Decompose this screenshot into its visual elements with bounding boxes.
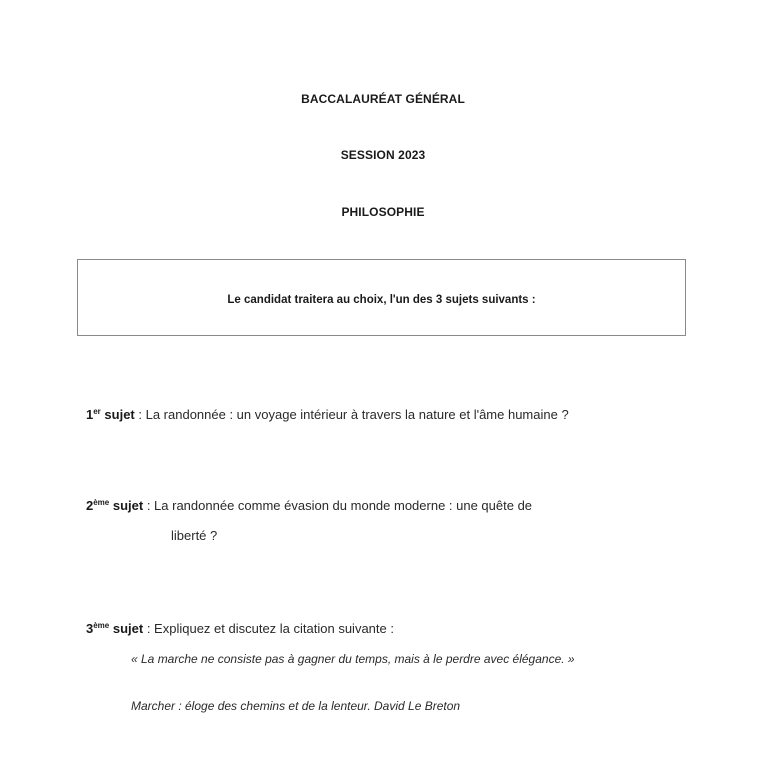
subject-2-word: sujet (112, 498, 144, 513)
instructions-text: Le candidat traitera au choix, l'un des 3 sujets suivants : (227, 294, 536, 306)
subject-3-ordinal: ème (93, 621, 110, 630)
subject-1-text: : La randonnée : un voyage intérieur à travers la nature et l'âme humaine ? (134, 407, 569, 422)
subject-1-label (86, 407, 135, 422)
exam-title: BACCALAURÉAT GÉNÉRAL (301, 92, 465, 106)
subject-1-ordinal: er (93, 407, 101, 416)
subject-3 (86, 620, 394, 638)
subject-2-continuation: liberté ? (171, 528, 218, 543)
quote-text: « La marche ne consiste pas à gagner du temps, mais à le perdre avec élégance. » (131, 652, 575, 666)
subject-2-ordinal: ème (93, 498, 110, 507)
subject-3-word: sujet (112, 621, 144, 636)
session-title: SESSION 2023 (340, 148, 426, 162)
subject-2-number: 2 (86, 498, 94, 513)
subject-2 (86, 497, 532, 515)
subject-1-number: 1 (86, 407, 94, 422)
subject-title: PHILOSOPHIE (341, 205, 425, 219)
subject-2-text: : La randonnée comme évasion du monde moderne : une quête de (143, 498, 533, 513)
instructions-box (77, 259, 686, 336)
subject-1-word: sujet (104, 407, 135, 422)
subject-2-label (86, 498, 143, 513)
subject-3-label (86, 621, 143, 636)
subject-3-number: 3 (86, 621, 94, 636)
subject-3-text: : Expliquez et discutez la citation suivante : (143, 621, 394, 636)
subject-1 (86, 406, 569, 424)
quote-source: Marcher : éloge des chemins et de la lenteur. David Le Breton (131, 699, 461, 713)
